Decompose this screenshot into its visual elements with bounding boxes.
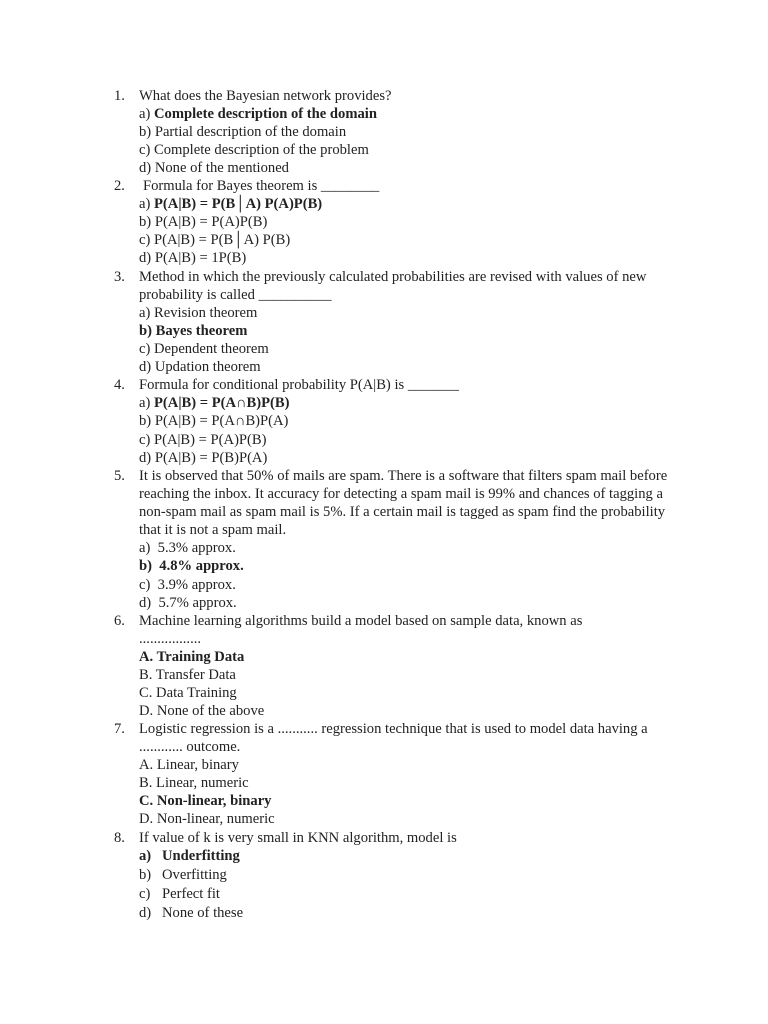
option-c	[139, 340, 674, 358]
option-label: D.	[139, 703, 154, 719]
option-label: d)	[139, 359, 152, 375]
option-label: a)	[139, 106, 151, 122]
option-text: 5.3% approx.	[157, 540, 236, 556]
option-label: d)	[139, 160, 152, 176]
option-a	[139, 539, 674, 557]
option-b	[139, 123, 674, 141]
option-c	[139, 792, 674, 810]
option-b	[139, 666, 674, 684]
option-text-correct: Bayes theorem	[155, 323, 248, 339]
option-label: a)	[139, 540, 151, 556]
option-text-correct: Non-linear, binary	[156, 793, 272, 809]
option-b	[139, 213, 674, 231]
question-text: Formula for conditional probability P(A|B) is _______	[139, 377, 459, 393]
option-label: b)	[139, 558, 152, 574]
option-label: B.	[139, 775, 153, 791]
option-label: c)	[139, 341, 151, 357]
question-number: 4.	[114, 377, 125, 393]
option-label: b)	[139, 867, 152, 883]
option-b	[139, 412, 674, 430]
option-text-correct: P(A|B) = P(A∩B)P(B)	[154, 395, 290, 411]
option-c	[139, 576, 674, 594]
option-label: b)	[139, 124, 152, 140]
option-text-correct: Complete description of the domain	[154, 106, 377, 122]
option-a	[139, 105, 674, 123]
question-number: 7.	[114, 721, 125, 737]
option-c	[139, 684, 674, 702]
option-text: Overfitting	[162, 867, 227, 883]
option-b	[139, 866, 674, 884]
option-label: c)	[139, 232, 151, 248]
option-label: A.	[139, 649, 154, 665]
option-text: Linear, binary	[156, 757, 239, 773]
option-label: b)	[139, 413, 152, 429]
option-a	[139, 847, 674, 865]
option-c	[139, 231, 674, 249]
option-text-correct: Underfitting	[162, 848, 240, 864]
option-text: Partial description of the domain	[154, 124, 347, 140]
option-d	[139, 449, 674, 467]
question-text: It is observed that 50% of mails are spam. There is a software that filters spam mail before reaching the inbox. It accuracy for detecting a spam mail is 99% and chances of tagging a non-spam mail as spam mail is 5%. If a certain mail is tagged as spam find the probability that it is not a spam mail.	[139, 468, 668, 539]
question-number: 2.	[114, 178, 125, 194]
option-text: Complete description of the problem	[154, 142, 369, 158]
option-text: Dependent theorem	[154, 341, 269, 357]
option-label: D.	[139, 811, 154, 827]
option-label: d)	[139, 450, 152, 466]
question-text: Formula for Bayes theorem is ________	[143, 178, 380, 194]
option-a	[139, 394, 674, 412]
option-d	[139, 358, 674, 376]
option-label: C.	[139, 793, 154, 809]
option-a	[139, 304, 674, 322]
option-text: P(A|B) = P(B)P(A)	[154, 450, 268, 466]
option-label: c)	[139, 432, 151, 448]
option-text: Non-linear, numeric	[156, 811, 275, 827]
option-label: c)	[139, 577, 151, 593]
option-label: b)	[139, 214, 152, 230]
option-text: P(A|B) = P(A)P(B)	[154, 214, 268, 230]
question-number: 5.	[114, 468, 125, 484]
option-c	[139, 885, 674, 903]
option-label: B.	[139, 667, 153, 683]
question-text: Machine learning algorithms build a model based on sample data, known as .................	[139, 613, 583, 648]
option-text: Transfer Data	[155, 667, 236, 683]
question-number: 3.	[114, 269, 125, 285]
option-label: a)	[139, 395, 151, 411]
option-text: P(A|B) = P(B│A) P(B)	[154, 232, 291, 248]
option-c	[139, 141, 674, 159]
option-text-correct: 4.8% approx.	[159, 558, 244, 574]
option-label: a)	[139, 848, 152, 864]
option-d	[139, 810, 674, 828]
option-label: d)	[139, 250, 152, 266]
option-label: d)	[139, 905, 152, 921]
option-d	[139, 702, 674, 720]
option-text: P(A|B) = P(A)P(B)	[154, 432, 267, 448]
option-b	[139, 774, 674, 792]
option-text: None of these	[162, 905, 244, 921]
option-text: None of the above	[156, 703, 265, 719]
option-text: None of the mentioned	[154, 160, 289, 176]
question-number: 1.	[114, 88, 125, 104]
option-label: c)	[139, 886, 151, 902]
option-text-correct: Training Data	[156, 649, 245, 665]
option-text-correct: P(A|B) = P(B│A) P(A)P(B)	[154, 196, 323, 212]
question-text: Logistic regression is a ........... regression technique that is used to model data having a ............ outcome.	[139, 721, 648, 756]
option-text: 3.9% approx.	[157, 577, 236, 593]
option-label: C.	[139, 685, 153, 701]
option-d	[139, 249, 674, 267]
option-d	[139, 594, 674, 612]
question-text: What does the Bayesian network provides?	[139, 88, 392, 104]
option-text: Updation theorem	[154, 359, 261, 375]
option-c	[139, 431, 674, 449]
option-text: Revision theorem	[154, 305, 258, 321]
option-label: c)	[139, 142, 151, 158]
option-a	[139, 648, 674, 666]
option-label: A.	[139, 757, 154, 773]
option-label: a)	[139, 305, 151, 321]
question-number: 6.	[114, 613, 125, 629]
option-d	[139, 159, 674, 177]
option-text: Perfect fit	[162, 886, 220, 902]
option-b	[139, 322, 674, 340]
option-text: P(A|B) = P(A∩B)P(A)	[154, 413, 289, 429]
option-text: Linear, numeric	[156, 775, 249, 791]
question-text: If value of k is very small in KNN algorithm, model is	[139, 830, 457, 846]
option-text: 5.7% approx.	[158, 595, 237, 611]
option-text: P(A|B) = 1P(B)	[154, 250, 247, 266]
option-a	[139, 756, 674, 774]
question-number: 8.	[114, 830, 125, 846]
option-text: Data Training	[156, 685, 237, 701]
option-b	[139, 557, 674, 575]
option-label: d)	[139, 595, 152, 611]
option-label: b)	[139, 323, 152, 339]
option-d	[139, 904, 674, 922]
option-a	[139, 195, 674, 213]
question-text: Method in which the previously calculated probabilities are revised with values of new probability is called __________	[139, 269, 647, 304]
option-label: a)	[139, 196, 151, 212]
